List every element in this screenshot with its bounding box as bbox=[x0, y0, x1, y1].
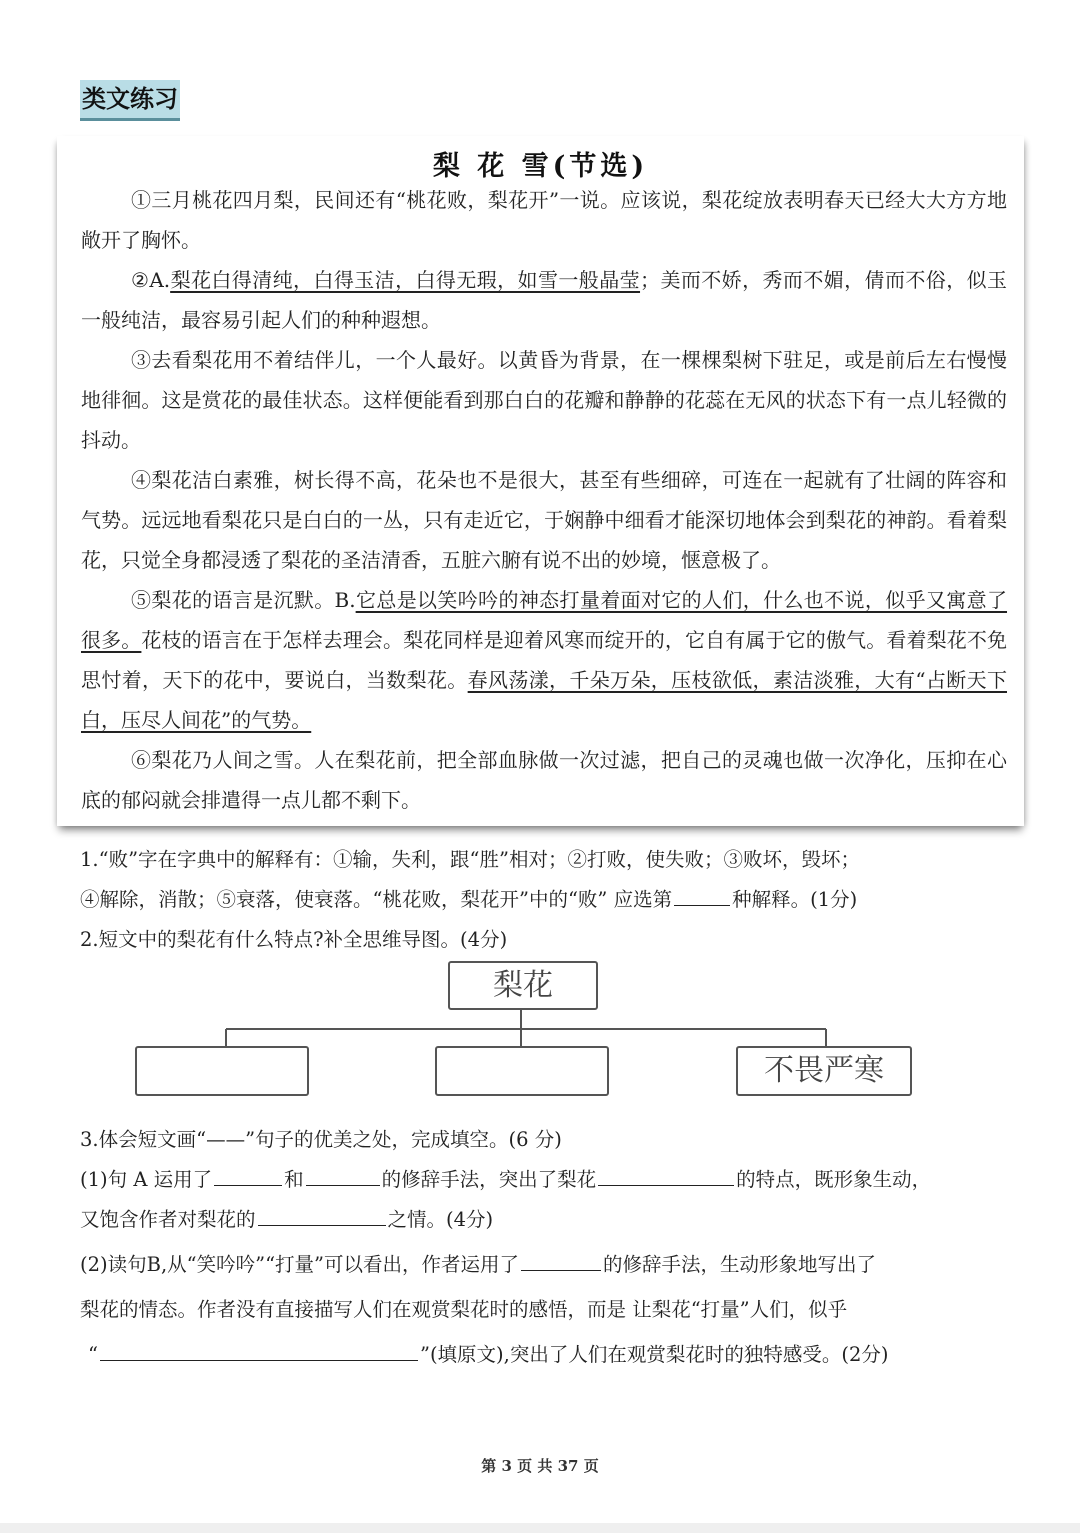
question-1-line-1: 1.“败”字在字典中的解释有：①输，失利，跟“胜”相对；②打败，使失败；③败坏，毁坏； bbox=[80, 848, 860, 871]
paragraph-5-prefix: ⑤梨花的语言是沉默。B. bbox=[131, 588, 356, 612]
questions-section bbox=[80, 840, 995, 960]
paragraph-6: ⑥梨花乃人间之雪。人在梨花前，把全部血脉做一次过滤，把自己的灵魂也做一次净化，压抑在心底的郁闷就会排遣得一点儿都不剩下。 bbox=[81, 748, 1007, 812]
sentence-underlined-2: 春风荡漾，千朵万朵，压枝欲低，素洁淡雅，大有“占断天下白，压尽人间花”的气势。 bbox=[81, 668, 1007, 732]
page-footer: 第 3 页 共 37 页 bbox=[481, 1457, 599, 1475]
q3-1-line2-text: 又饱含作者对梨花的 bbox=[80, 1208, 256, 1231]
mind-map-branch-3: 不畏严寒 bbox=[736, 1046, 912, 1096]
page-edge bbox=[0, 1523, 1080, 1533]
passage-title: 梨 花 雪(节选) bbox=[432, 151, 649, 182]
question-3-2-line-2: 梨花的情态。作者没有直接描写人们在观赏梨花时的感悟，而是 让梨花“打量”人们，似乎 bbox=[80, 1298, 848, 1321]
label-a: ②A. bbox=[131, 268, 171, 292]
mind-map-root: 梨花 bbox=[448, 961, 598, 1010]
q3-1-text-a: (1)句 A 运用了 bbox=[80, 1168, 213, 1191]
passage-body bbox=[81, 180, 1007, 820]
question-3-1-line-2 bbox=[80, 1200, 995, 1240]
question-3-2-line-3 bbox=[80, 1335, 995, 1375]
answer-blank-emotion[interactable] bbox=[258, 1224, 386, 1226]
mind-map-branch-2-blank[interactable] bbox=[435, 1046, 609, 1096]
question-1-text: ④解除，消散；⑤衰落，使衰落。“桃花败，梨花开”中的“败” 应选第 bbox=[80, 888, 673, 911]
question-1-line-2 bbox=[80, 880, 995, 920]
question-3-title: 3.体会短文画“——”句子的优美之处，完成填空。(6 分) bbox=[80, 1128, 562, 1151]
question-3-1-line-1 bbox=[80, 1160, 995, 1200]
q3-1-text-c: 的修辞手法，突出了梨花 bbox=[381, 1168, 597, 1191]
paragraph-5 bbox=[81, 580, 1007, 740]
q3-1-text-d: 的特点，既形象生动， bbox=[736, 1168, 932, 1191]
paragraph-5-mid: 花枝的语言在于怎样去理会。梨花同样是迎着风寒而绽开的，它自有属于它的傲气。看着梨花不免思忖着，天下的花中，要说白，当数梨花。 bbox=[81, 628, 1008, 692]
q3-1-text-b: 和 bbox=[284, 1168, 304, 1191]
question-2: 2.短文中的梨花有什么特点?补全思维导图。(4分) bbox=[80, 928, 508, 951]
answer-blank-feature[interactable] bbox=[598, 1184, 734, 1186]
paragraph-2 bbox=[81, 260, 1007, 340]
answer-blank-rhetoric-2[interactable] bbox=[306, 1184, 380, 1186]
question-3-section bbox=[80, 1120, 995, 1375]
question-1-tail: 种解释。(1分) bbox=[732, 888, 858, 911]
sentence-b-underlined: 它总是以笑吟吟的神态打量着面对它的人们，什么也不说，似乎又寓意了很多。 bbox=[81, 588, 1008, 652]
q3-1-line2-tail: 之情。(4分) bbox=[387, 1208, 494, 1231]
paragraph-2-rest: ；美而不娇，秀而不媚，倩而不俗，似玉一般纯洁，最容易引起人们的种种遐想。 bbox=[81, 268, 1008, 332]
reading-passage bbox=[57, 136, 1024, 826]
answer-blank-rhetoric-b[interactable] bbox=[521, 1269, 601, 1271]
mind-map-branch-1-blank[interactable] bbox=[135, 1046, 309, 1096]
answer-blank-rhetoric-1[interactable] bbox=[214, 1184, 282, 1186]
sentence-a-underlined: 梨花白得清纯，白得玉洁，白得无瑕，如雪一般晶莹 bbox=[170, 268, 641, 292]
paragraph-3: ③去看梨花用不着结伴儿，一个人最好。以黄昏为背景，在一棵棵梨树下驻足，或是前后左右慢慢地徘徊。这是赏花的最佳状态。这样便能看到那白白的花瓣和静静的花蕊在无风的状态下有一点儿轻微的抖动。 bbox=[81, 348, 1007, 452]
question-3-2-line-1 bbox=[80, 1245, 995, 1285]
answer-blank-original-text[interactable] bbox=[100, 1359, 418, 1361]
q3-2-text-b: 的修辞手法，生动形象地写出了 bbox=[603, 1253, 877, 1276]
answer-blank-q1[interactable] bbox=[674, 904, 730, 906]
paragraph-4: ④梨花洁白素雅，树长得不高，花朵也不是很大，甚至有些细碎，可连在一起就有了壮阔的阵容和气势。远远地看梨花只是白白的一丛，只有走近它，于娴静中细看才能深切地体会到梨花的神韵。看着梨花，只觉全身都浸透了梨花的圣洁清香，五脏六腑有说不出的妙境，惬意极了。 bbox=[81, 468, 1007, 572]
q3-2-open-quote: “ bbox=[88, 1343, 98, 1366]
paragraph-1: ①三月桃花四月梨，民间还有“桃花败，梨花开”一说。应该说，梨花绽放表明春天已经大大方方地敞开了胸怀。 bbox=[81, 188, 1007, 252]
section-label: 类文练习 bbox=[80, 80, 180, 121]
q3-2-line3-tail: ”(填原文),突出了人们在观赏梨花时的独特感受。(2分) bbox=[419, 1343, 889, 1366]
q3-2-text-a: (2)读句B,从“笑吟吟”“打量”可以看出，作者运用了 bbox=[80, 1253, 520, 1276]
